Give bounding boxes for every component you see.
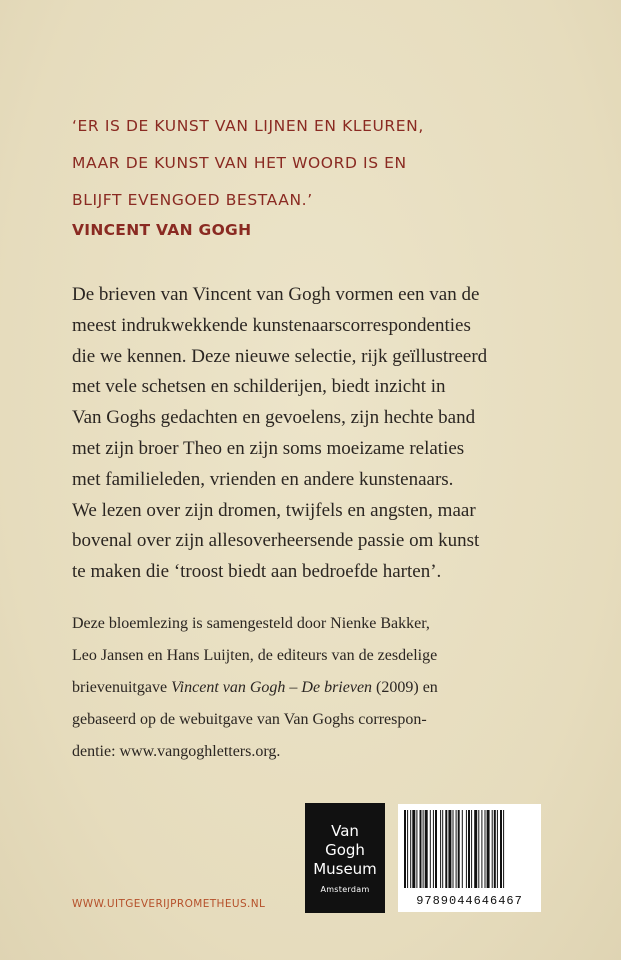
publisher-website: WWW.UITGEVERIJPROMETHEUS.NL — [72, 898, 266, 910]
quote-block — [72, 108, 572, 219]
logo-line: Van — [331, 822, 359, 840]
blurb-line: die we kennen. Deze nieuwe selectie, rijk geïllustreerd — [72, 345, 488, 367]
logo-line: Museum — [313, 860, 377, 878]
credits-line: dentie: www.vangoghletters.org. — [72, 743, 281, 760]
blurb-line: met vele schetsen en schilderijen, biedt inzicht in — [72, 376, 446, 398]
credits-line: Deze bloemlezing is samengesteld door Nienke Bakker, — [72, 615, 430, 632]
isbn-barcode — [398, 804, 541, 912]
isbn-number: 9789044646467 — [416, 894, 523, 908]
quote-author: VINCENT VAN GOGH — [72, 221, 252, 239]
credits-line: gebaseerd op de webuitgave van Van Goghs correspon- — [72, 711, 427, 728]
credits-line-start: brievenuitgave — [72, 679, 168, 696]
credits-line: Leo Jansen en Hans Luijten, de editeurs van de zesdelige — [72, 647, 438, 664]
book-title: Vincent van Gogh – De brieven — [171, 679, 373, 696]
blurb-text — [72, 280, 592, 588]
logo-line: Gogh — [325, 841, 365, 859]
van-gogh-museum-logo — [305, 803, 385, 913]
blurb-line: met familieleden, vrienden en andere kunstenaars. — [72, 468, 454, 490]
blurb-line: bovenal over zijn allesoverheersende passie om kunst — [72, 530, 480, 552]
credits-line-end: (2009) en — [376, 679, 438, 696]
credits-line — [72, 672, 592, 704]
blurb-line: De brieven van Vincent van Gogh vormen een van de — [72, 284, 480, 305]
quote-line: MAAR DE KUNST VAN HET WOORD IS EN — [72, 154, 407, 172]
quote-line: ‘ER IS DE KUNST VAN LIJNEN EN KLEUREN, — [72, 117, 424, 135]
blurb-line: meest indrukwekkende kunstenaarscorrespondenties — [72, 314, 471, 336]
logo-city: Amsterdam — [320, 885, 370, 894]
blurb-line: We lezen over zijn dromen, twijfels en angsten, maar — [72, 499, 476, 521]
quote-line: BLIJFT EVENGOED BESTAAN.’ — [72, 191, 313, 209]
blurb-line: te maken die ‘troost biedt aan bedroefde harten’. — [72, 561, 442, 583]
credits-text — [72, 608, 592, 768]
barcode-icon — [404, 810, 535, 888]
blurb-line: Van Goghs gedachten en gevoelens, zijn hechte band — [72, 407, 476, 429]
blurb-line: met zijn broer Theo en zijn soms moeizame relaties — [72, 437, 465, 459]
